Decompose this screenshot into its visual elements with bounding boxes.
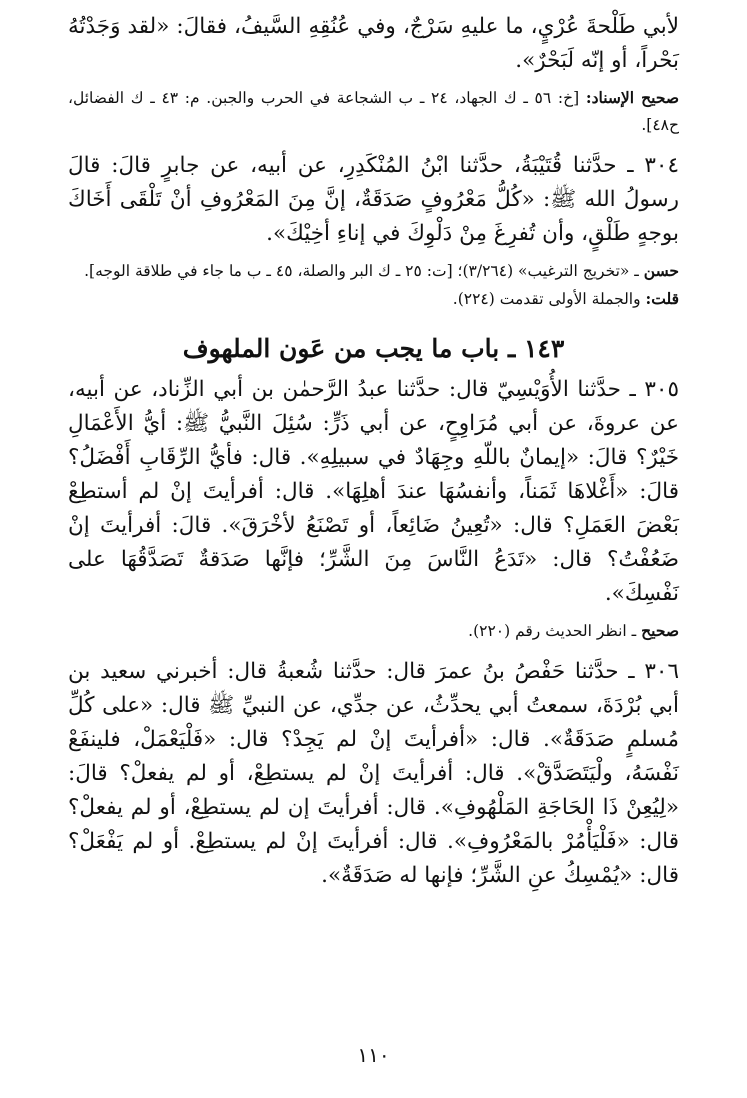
grading-note-305 [68, 617, 679, 645]
grading-reference: ـ «تخريج الترغيب» (٣/٢٦٤)؛ [ت: ٢٥ ـ ك البر والصلة، ٤٥ ـ ب ما جاء في طلاقة الوجه]. [84, 262, 644, 280]
chapter-heading: ١٤٣ ـ باب ما يجب من عَون الملهوف [182, 334, 565, 363]
grading-label: حسن [643, 261, 679, 280]
editor-remark [68, 285, 679, 313]
hadith-304: ٣٠٤ ـ حدَّثنا قُتَيْبَةُ، حدَّثنا ابْنُ المُنْكَدِرِ، عن أبيه، عن جابرٍ قالَ: قالَ رسولُ الله ﷺ: «كُلُّ مَعْرُوفٍ صَدَقَةٌ، إنَّ مِنَ المَعْرُوفِ أنْ تَلْقَى أَخَاكَ بوجهٍ طَلْقٍ، وأن تُفرِغَ مِنْ دَلْوِكَ في إناءِ أخِيْكَ». [68, 153, 679, 246]
grading-label: صحيح الإسناد: [585, 88, 679, 107]
page-number: ١١٠ [357, 1043, 390, 1067]
hadith-305: ٣٠٥ ـ حدَّثنا الأُوَيْسِيّ قال: حدَّثنا عبدُ الرَّحمٰن بن أبي الزِّناد، عن أبيه، عن عروةَ، عن أبي مُرَاوِحٍ، عن أبي ذَرٍّ: سُئِلَ النَّبيُّ ﷺ: أيُّ الأَعْمَالِ خَيْرٌ؟ قالَ: «إيمانٌ باللّهِ وجِهَادٌ في سبيلِهِ». قال: فأيُّ الرِّقَابِ أَفْضَلُ؟ قالَ: «أَغْلاهَا ثَمَناً، وأنفسُهَا عندَ أهلِهَا». قال: أفرأيتَ إنْ لم أستطِعْ بَعْضَ العَمَلِ؟ قال: «تُعِينُ ضَائِعاً، أو تَصْنَعُ لأخْرَقَ». قالَ: أفرأيتَ إنْ ضَعُفْتُ؟ قال: «تَدَعُ النَّاسَ مِنَ الشَّرِّ؛ فإنَّها صَدَقةٌ تَصَدَّقُهَا على نَفْسِكَ». [68, 377, 679, 606]
remark-label: قلت: [645, 289, 679, 308]
hadith-306: ٣٠٦ ـ حدَّثنا حَفْصُ بنُ عمرَ قال: حدَّثنا شُعبةُ قال: أخبرني سعيد بن أبي بُرْدَةَ، سمعتُ أبي يحدِّثُ، عن جدِّي، عن النبيِّ ﷺ قال: «على كُلِّ مُسلمٍ صَدَقَةٌ». قال: «أفرأيتَ إنْ لم يَجِدْ؟ قال: «فَلْيَعْمَلْ، فلينفَعْ نَفْسَهُ، ولْيَتَصَدَّقْ». قال: أفرأيتَ إنْ لم يستطِعْ، أو لم يفعلْ؟ قالَ: «لِيُعِنْ ذَا الحَاجَةِ المَلْهُوفِ». قال: أفرأيتَ إن لم يستطِعْ، أو لم يفعلْ؟ قال: «فَلْيَأْمُرْ بالمَعْرُوفِ». قال: أفرأيتَ إنْ لم يستطِعْ. أو لم يَفْعَلْ؟ قال: «يُمْسِكُ عنِ الشَّرِّ؛ فإنها له صَدَقَةٌ». [68, 659, 680, 888]
grading-reference: [خ: ٥٦ ـ ك الجهاد، ٢٤ ـ ب الشجاعة في الحرب والجبن. م: ٤٣ ـ ك الفضائل، ح٤٨]. [68, 89, 679, 134]
hadith-continuation: لأبي طَلْحةَ عُرْيٍ، ما عليهِ سَرْجٌ، وفي عُنُقِهِ السَّيفُ، فقالَ: «لقد وَجَدْتُهُ بَحْراً، أو إنّه لَبَحْرٌ». [68, 14, 679, 73]
grading-label: صحيح [641, 621, 679, 640]
grading-note-304 [68, 257, 679, 285]
grading-reference: ـ انظر الحديث رقم (٢٢٠). [468, 622, 642, 640]
remark-text: والجملة الأولى تقدمت (٢٢٤). [452, 290, 646, 308]
grading-note-303 [68, 84, 679, 139]
